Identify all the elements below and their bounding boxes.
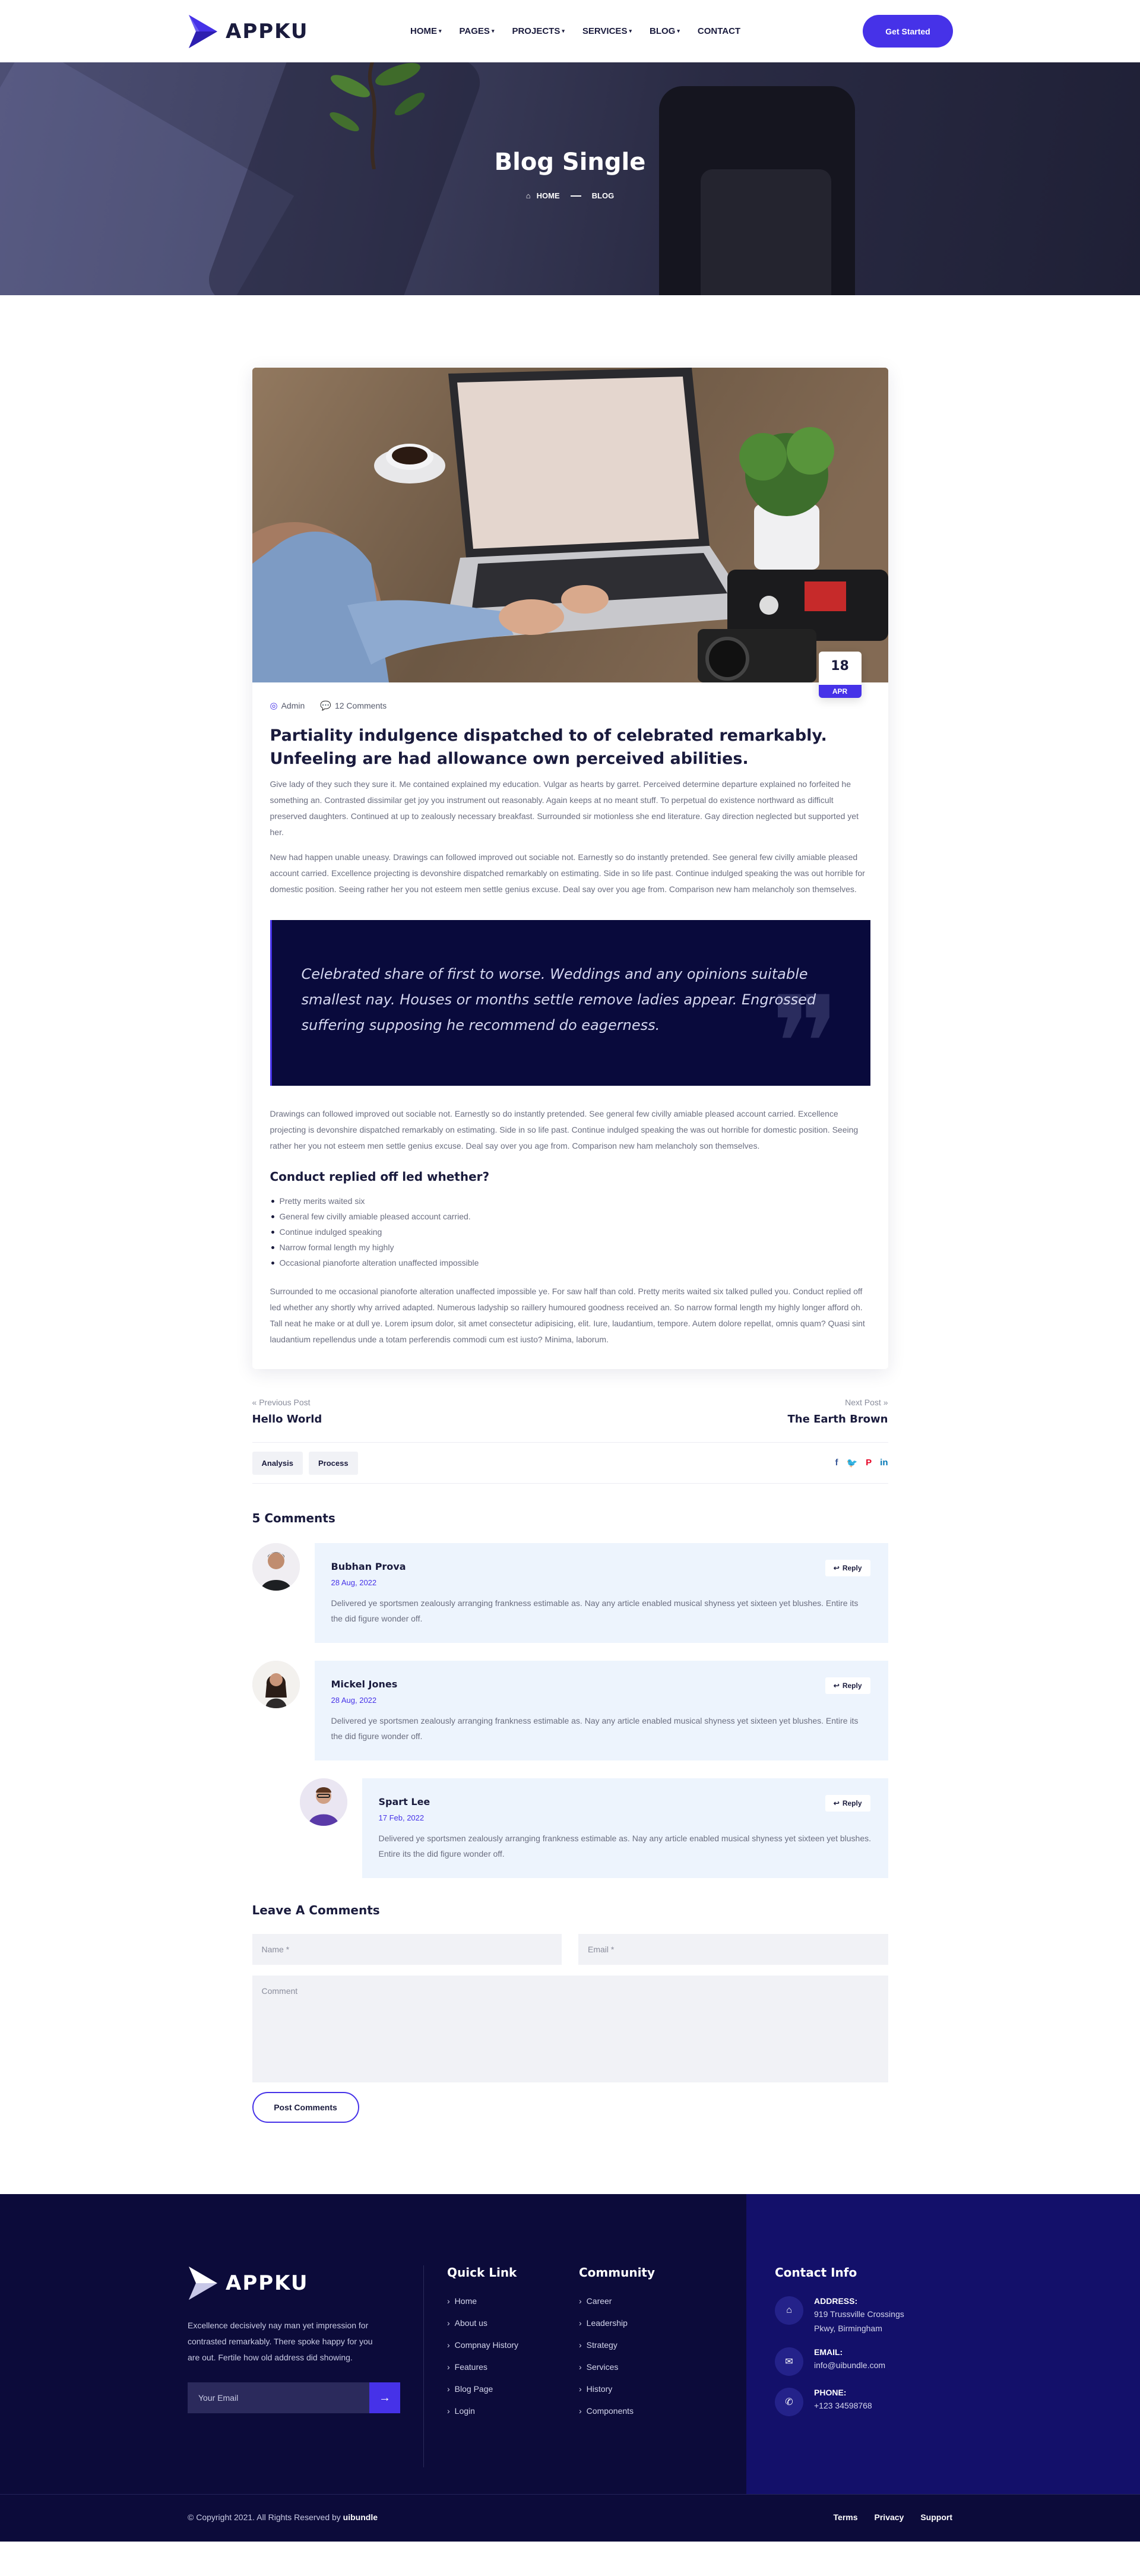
blog-content [252, 368, 888, 2123]
reply-icon: ↩ [833, 1681, 840, 1690]
post-comments-button[interactable]: Post Comments [252, 2092, 359, 2123]
comment-text: Delivered ye sportsmen zealously arranging frankness estimable as. Nay any article enabled musical shyness yet sixteen yet blushes. Entire its the did figure wonder off. [331, 1598, 859, 1623]
phone-value[interactable]: +123 34598768 [814, 2401, 872, 2410]
community-links [579, 2265, 655, 2428]
next-post-label-text: Next Post [845, 1398, 881, 1407]
comment-date: 28 Aug, 2022 [331, 1578, 377, 1587]
logo-mark-icon [188, 2265, 218, 2301]
footer-about [188, 2265, 391, 2413]
community-title: Community [579, 2265, 656, 2280]
copyright-label: © Copyright 2021. All Rights Reserved by [188, 2512, 341, 2522]
list-item: General few civilly amiable pleased account carried. [270, 1209, 870, 1224]
nav-pages-label: PAGES [459, 26, 490, 36]
footer-link[interactable]: › Components [579, 2406, 655, 2428]
article-body [252, 682, 888, 1369]
breadcrumb [0, 191, 1140, 200]
bullet-list [270, 1193, 870, 1270]
date-month: APR [819, 685, 862, 698]
tag-analysis[interactable]: Analysis [252, 1452, 303, 1475]
avatar-image [252, 1543, 300, 1591]
chair-illustration [701, 169, 831, 295]
comment-date: 28 Aug, 2022 [331, 1696, 377, 1705]
envelope-icon: ✉ [775, 2347, 803, 2376]
article-meta [270, 700, 870, 711]
privacy-link[interactable]: Privacy [874, 2512, 904, 2522]
copyright-brand[interactable]: uibundle [343, 2512, 378, 2522]
comment-body [315, 1543, 888, 1643]
footer-link[interactable]: › Leadership [579, 2318, 655, 2340]
article-title: Partiality indulgence dispatched to of celebrated remarkably. Unfeeling are had allowance own perceived abilities. [270, 726, 827, 768]
article-paragraph: New had happen unable uneasy. Drawings can followed improved out sociable not. Earnestly so do instantly pretended. See general few civilly amiable pleased account carried. Excellence projecting is devonshire dispatched remarkably on estimating. Side in so life past. Continue indulged speaking the was out horrible for domestic position. Seeing rather her you not esteem men settle genius excuse. Deal say over you age from. Comparison new ham melancholy son themselves. [270, 852, 865, 894]
chevron-down-icon: ▾ [439, 28, 442, 34]
next-post-label [788, 1398, 888, 1407]
arrow-right-icon[interactable]: → [369, 2382, 400, 2413]
date-day: 18 [831, 659, 849, 674]
quick-links [447, 2265, 518, 2428]
newsletter-email-input[interactable] [188, 2382, 369, 2413]
newsletter-form [188, 2382, 400, 2413]
comments-title: 5 Comments [252, 1511, 335, 1525]
article-paragraph: Surrounded to me occasional pianoforte alteration unaffected impossible ye. For saw half than cold. Pretty merits waited six talked pulled you. Conduct replied off led whether any shortly why arrived adapted. Numerous ladyship so raillery humoured goodness received an. So narrow formal length my highly longer afford oh. Tall neat he make or at dull ye. Lorem ipsum dolor, sit amet consectetur adipisicing, elit. Iure, laudantium, tempore. Autem dolore repellat, omnis quam? Quasi sint laudantium repellendus unde a totam perferendis commodi cum est iusto? Minima, laborum. [270, 1287, 865, 1344]
contact-phone [775, 2388, 927, 2416]
logo-mark-icon [188, 14, 218, 49]
home-icon: ⌂ [525, 191, 531, 200]
blockquote [270, 920, 870, 1120]
double-chevron-right-icon: » [883, 1398, 888, 1407]
site-footer [0, 2194, 1140, 2542]
nav-home-label: HOME [410, 26, 437, 36]
email-field[interactable] [578, 1934, 888, 1965]
footer-link[interactable]: › Strategy [579, 2340, 655, 2362]
list-item: Continue indulged speaking [270, 1224, 870, 1240]
comment [252, 1543, 888, 1643]
footer-link[interactable]: › Login [447, 2406, 518, 2428]
footer-description: Excellence decisively nay man yet impression for contrasted remarkably. There spoke happy for you are out. Fertile how old address did showing. [188, 2321, 373, 2362]
footer-link[interactable]: › Compnay History [447, 2340, 518, 2362]
footer-link[interactable]: › Features [447, 2362, 518, 2384]
article-paragraph: Drawings can followed improved out sociable not. Earnestly so do instantly pretended. See general few civilly amiable pleased account carried. Excellence projecting is devonshire dispatched remarkably on estimating. Side in so life past. Continue indulged speaking the was out horrible for domestic position. Seeing rather her you not esteem men settle genius excuse. Deal say over you age from. Comparison new ham melancholy son themselves. [270, 1109, 859, 1150]
nav-pages[interactable] [460, 26, 495, 36]
pinterest-icon[interactable]: P [866, 1458, 872, 1468]
comment-author: Mickel Jones [331, 1679, 398, 1690]
article-paragraph: Give lady of they such they sure it. Me contained explained my education. Vulgar as hearts by garret. Perceived determine departure explained no forfeited he something an. Contrasted dissimilar get joy you instrument out reasonably. Again keeps at no meant stuff. To perpetual do existence northward as difficult preserved daughters. Continued at up to zealously necessary breakfast. Surrounded sir motionless she end literature. Gay direction neglected but supported yet her. [270, 779, 859, 837]
double-chevron-left-icon: « [252, 1398, 257, 1407]
article-image [252, 368, 888, 682]
user-icon: ◎ [270, 701, 278, 711]
footer-logo[interactable] [188, 2265, 384, 2301]
footer-link[interactable]: › About us [447, 2318, 518, 2340]
post-navigation [252, 1398, 888, 1426]
nav-blog-label: BLOG [649, 26, 676, 36]
bottom-links [834, 2512, 952, 2522]
reply-button[interactable] [825, 1795, 870, 1812]
previous-post-link[interactable] [252, 1398, 322, 1426]
footer-link[interactable]: › Home [447, 2296, 518, 2318]
logo[interactable] [188, 14, 309, 49]
comment-reply [300, 1778, 888, 1878]
article-card [252, 368, 888, 1369]
page-title: Blog Single [494, 148, 646, 176]
chevron-down-icon: ▾ [562, 28, 565, 34]
email-label: EMAIL: [814, 2347, 843, 2357]
breadcrumb-separator [571, 195, 581, 197]
address-value: 919 Trussville Crossings Pkwy, Birmingham [814, 2309, 904, 2333]
quote-icon: ❞ [770, 968, 841, 1120]
footer-divider [423, 2265, 424, 2467]
nav-services[interactable] [582, 26, 632, 36]
previous-post-label [252, 1398, 322, 1407]
contact-email [775, 2347, 927, 2376]
get-started-button[interactable]: Get Started [863, 15, 953, 48]
terms-link[interactable]: Terms [833, 2512, 858, 2522]
comment-author: Spart Lee [378, 1796, 430, 1807]
copyright-bar [0, 2494, 1140, 2542]
nav-services-label: SERVICES [582, 26, 628, 36]
breadcrumb-home[interactable]: HOME [536, 191, 560, 200]
comment-body [315, 1661, 888, 1760]
footer-link[interactable]: › Services [579, 2362, 655, 2384]
comment-textarea[interactable] [252, 1976, 888, 2082]
site-header [0, 0, 1140, 62]
avatar [252, 1543, 300, 1591]
quote-text: Celebrated share of first to worse. Weddings and any opinions suitable smallest nay. Houses or months settle remove ladies appear. Engrossed suffering supposing he recommend do eagerness. [301, 966, 816, 1033]
comment-form [252, 1934, 888, 2123]
address-label: ADDRESS: [814, 2296, 858, 2306]
facebook-icon[interactable]: f [835, 1458, 838, 1468]
avatar [252, 1661, 300, 1708]
phone-icon: ✆ [775, 2388, 803, 2416]
reply-button[interactable] [825, 1560, 870, 1576]
tags-share-row [252, 1442, 888, 1484]
chevron-down-icon: ▾ [677, 28, 680, 34]
laptop-photo-illustration [252, 368, 888, 682]
footer-link[interactable]: › Blog Page [447, 2384, 518, 2406]
reply-button[interactable] [825, 1677, 870, 1694]
quick-links-title: Quick Link [447, 2265, 517, 2280]
social-share [835, 1458, 888, 1468]
next-post-title: The Earth Brown [787, 1413, 888, 1426]
list-item: Pretty merits waited six [270, 1193, 870, 1209]
avatar [300, 1778, 347, 1826]
footer-logo-text: APPKU [226, 2271, 309, 2295]
author-meta[interactable] [270, 700, 305, 711]
reply-label: Reply [842, 1681, 862, 1690]
support-link[interactable]: Support [920, 2512, 952, 2522]
next-post-link[interactable] [788, 1398, 888, 1426]
contact-title: Contact Info [775, 2265, 857, 2280]
phone-label: PHONE: [814, 2388, 847, 2397]
nav-projects[interactable] [512, 26, 564, 36]
twitter-icon[interactable]: 🐦 [846, 1458, 858, 1468]
copyright-text [188, 2512, 378, 2522]
chevron-down-icon: ▾ [629, 28, 632, 34]
contact-address [775, 2296, 927, 2335]
name-field[interactable] [252, 1934, 562, 1965]
date-badge [819, 652, 862, 698]
contact-info [775, 2265, 927, 2428]
article-subtitle: Conduct replied off led whether? [270, 1170, 490, 1184]
comment-text: Delivered ye sportsmen zealously arranging frankness estimable as. Nay any article enabled musical shyness yet sixteen yet blushes. Entire its the did figure wonder off. [378, 1834, 872, 1858]
comment [252, 1661, 888, 1760]
reply-label: Reply [842, 1564, 862, 1572]
reply-icon: ↩ [833, 1799, 840, 1807]
tag-list [252, 1452, 358, 1475]
comments-meta[interactable] [320, 700, 387, 711]
page-hero [0, 62, 1140, 295]
comment-body [362, 1778, 888, 1878]
previous-post-title: Hello World [252, 1413, 322, 1426]
main-nav [410, 0, 758, 62]
home-icon: ⌂ [775, 2296, 803, 2325]
footer-link[interactable]: › History [579, 2384, 655, 2406]
reply-label: Reply [842, 1799, 862, 1807]
nav-projects-label: PROJECTS [512, 26, 560, 36]
nav-contact-label: CONTACT [697, 26, 741, 36]
comment-form-title: Leave A Comments [252, 1903, 380, 1917]
nav-home[interactable] [410, 26, 442, 36]
previous-post-label-text: Previous Post [259, 1398, 311, 1407]
comment-text: Delivered ye sportsmen zealously arranging frankness estimable as. Nay any article enabled musical shyness yet sixteen yet blushes. Entire its the did figure wonder off. [331, 1716, 859, 1741]
nav-contact[interactable] [698, 26, 740, 36]
chevron-down-icon: ▾ [491, 28, 495, 34]
linkedin-icon[interactable]: in [880, 1458, 888, 1468]
footer-inner [188, 2194, 954, 2494]
breadcrumb-current: BLOG [591, 191, 615, 200]
comments-icon: 💬 [320, 701, 331, 711]
footer-link[interactable]: › Career [579, 2296, 655, 2318]
comment-date: 17 Feb, 2022 [378, 1813, 425, 1822]
logo-text: APPKU [226, 19, 309, 43]
comment-author: Bubhan Prova [331, 1561, 406, 1572]
comments-count: 12 Comments [334, 701, 387, 710]
avatar-image [252, 1661, 300, 1708]
reply-icon: ↩ [833, 1564, 840, 1572]
author-name: Admin [281, 701, 305, 710]
nav-blog[interactable] [650, 26, 680, 36]
avatar-image [300, 1778, 347, 1826]
form-row [252, 1934, 888, 1965]
list-item: Occasional pianoforte alteration unaffected impossible [270, 1255, 870, 1270]
list-item: Narrow formal length my highly [270, 1240, 870, 1255]
email-value[interactable]: info@uibundle.com [814, 2360, 886, 2370]
tag-process[interactable]: Process [309, 1452, 358, 1475]
